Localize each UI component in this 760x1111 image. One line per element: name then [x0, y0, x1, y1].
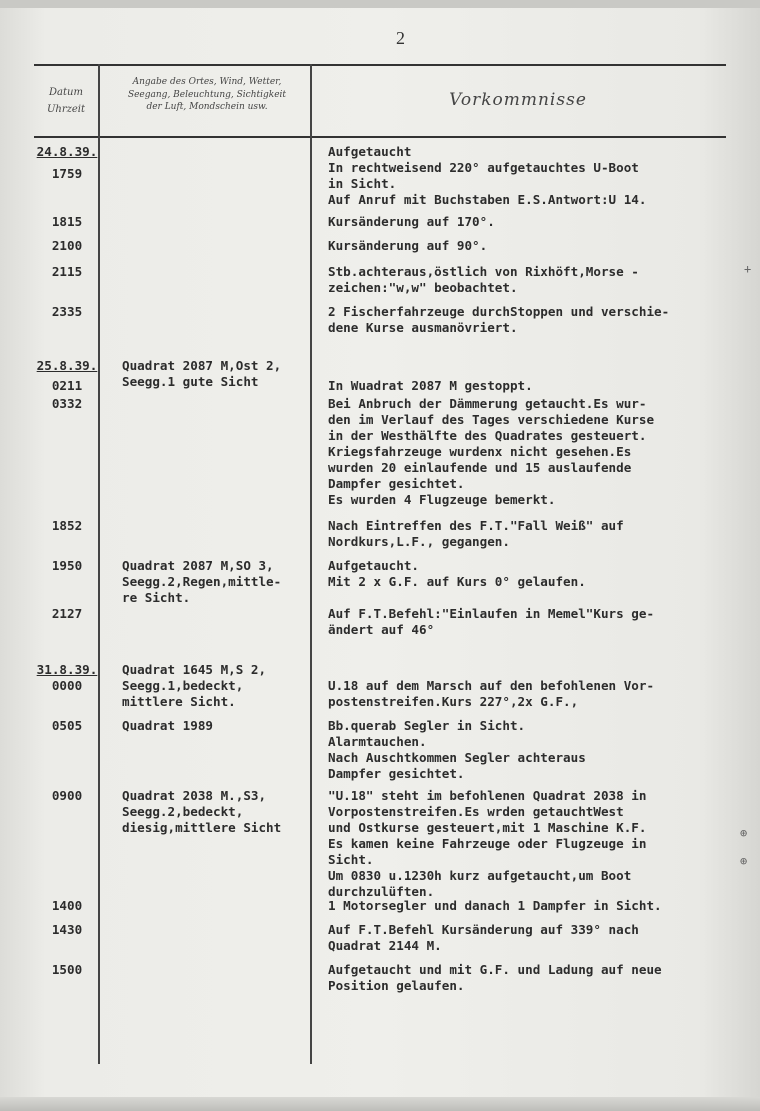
column-divider-place [310, 64, 312, 1064]
entry-date-time: 2127 [51, 606, 83, 621]
entry-place-weather: Quadrat 1645 M,S 2, Seegg.1,bedeckt, mittlere Sicht. [122, 662, 267, 709]
entry-date-time: 0505 [51, 718, 83, 733]
entry-date-time: 2100 [51, 238, 83, 253]
header-events: Vorkommnisse [449, 90, 587, 110]
entry-date-time: 1430 [51, 922, 83, 937]
entry-event-text: Bb.querab Segler in Sicht. Alarmtauchen. Nach Auschtkommen Segler achteraus Dampfer gesichtet. [328, 718, 586, 781]
table-top-rule [34, 64, 726, 66]
header-place-line-3: der Luft, Mondschein usw. [146, 102, 268, 112]
entry-event-text: 1 Motorsegler und danach 1 Dampfer in Sicht. [328, 898, 662, 913]
entry-event-text: 2 Fischerfahrzeuge durchStoppen und verschie- dene Kurse ausmanövriert. [328, 304, 670, 335]
entry-event-text: Auf F.T.Befehl Kursänderung auf 339° nach Quadrat 2144 M. [328, 922, 639, 953]
entry-event-text: Kursänderung auf 90°. [328, 238, 488, 253]
entry-date-time: 1400 [51, 898, 83, 913]
entry-date-time: 2335 [51, 304, 83, 319]
entry-event-text: Kursänderung auf 170°. [328, 214, 495, 229]
entry-event-text: "U.18" steht im befohlenen Quadrat 2038 in Vorpostenstreifen.Es wrden getauchtWest und Ostkurse gesteuert,mit 1 Maschine K.F. Es kamen keine Fahrzeuge oder Flugzeuge in Sicht. Um 0830 u.1230h kurz aufgetaucht,um Boot durchzulüften. [328, 788, 647, 899]
entry-date-time: 0900 [51, 788, 83, 803]
header-place-line-2: Seegang, Beleuchtung, Sichtigkeit [127, 89, 287, 100]
entry-date-time: 1500 [51, 962, 83, 977]
scan-edge-bottom [0, 1097, 760, 1111]
entry-date-time: 31.8.39. [36, 662, 98, 677]
entry-event-text: Nach Eintreffen des F.T."Fall Weiß" auf Nordkurs,L.F., gegangen. [328, 518, 624, 549]
header-date-time [34, 84, 98, 118]
margin-mark: ⊕ [740, 854, 748, 868]
entry-event-text: Auf F.T.Befehl:"Einlaufen in Memel"Kurs ge- ändert auf 46° [328, 606, 655, 637]
entry-event-text: Stb.achteraus,östlich von Rixhöft,Morse - zeichen:"w,w" beobachtet. [328, 264, 639, 295]
entry-place-weather: Quadrat 2087 M,SO 3, Seegg.2,Regen,mittle- re Sicht. [122, 558, 282, 605]
entry-event-text: U.18 auf dem Marsch auf den befohlenen Vor- postenstreifen.Kurs 227°,2x G.F., [328, 678, 655, 709]
header-time-label: Uhrzeit [46, 104, 86, 115]
entry-event-text: Aufgetaucht. Mit 2 x G.F. auf Kurs 0° gelaufen. [328, 558, 586, 589]
header-place-weather [104, 76, 310, 114]
entry-event-text: Bei Anbruch der Dämmerung getaucht.Es wur- den im Verlauf des Tages verschiedene Kurse in der Westhälfte des Quadrates gesteuert. Kriegsfahrzeuge wurdenx nicht gesehen.Es wurden 20 einlaufende und 15 auslaufende Dampfer gesichtet. Es wurden 4 Flugzeuge bemerkt. [328, 396, 655, 507]
header-bottom-rule [34, 136, 726, 138]
scan-edge-top [0, 0, 760, 8]
entry-event-text: Aufgetaucht In rechtweisend 220° aufgetauchtes U-Boot in Sicht. Auf Anruf mit Buchstaben E.S.Antwort:U 14. [328, 144, 647, 207]
entry-date-time: 1950 [51, 558, 83, 573]
entry-date-time: 1852 [51, 518, 83, 533]
header-date-label: Datum [49, 87, 83, 98]
entry-place-weather: Quadrat 2038 M.,S3, Seegg.2,bedeckt, diesig,mittlere Sicht [122, 788, 282, 835]
entry-date-time: 1759 [51, 166, 83, 181]
entry-date-time: 2115 [51, 264, 83, 279]
entry-date-time: 25.8.39. [36, 358, 98, 373]
entry-date-time: 0211 [51, 378, 83, 393]
entry-date-time: 24.8.39. [36, 144, 98, 159]
entry-event-text: In Wuadrat 2087 M gestoppt. [328, 378, 533, 393]
entry-date-time: 0332 [51, 396, 83, 411]
entry-event-text: Aufgetaucht und mit G.F. und Ladung auf neue Position gelaufen. [328, 962, 662, 993]
header-place-line-1: Angabe des Ortes, Wind, Wetter, [132, 77, 282, 87]
margin-mark: + [744, 262, 752, 276]
entry-date-time: 1815 [51, 214, 83, 229]
entry-place-weather: Quadrat 1989 [122, 718, 213, 733]
entry-date-time: 0000 [51, 678, 83, 693]
page-number: 2 [396, 28, 405, 48]
margin-mark: ⊕ [740, 826, 748, 840]
entry-place-weather: Quadrat 2087 M,Ost 2, Seegg.1 gute Sicht [122, 358, 282, 389]
